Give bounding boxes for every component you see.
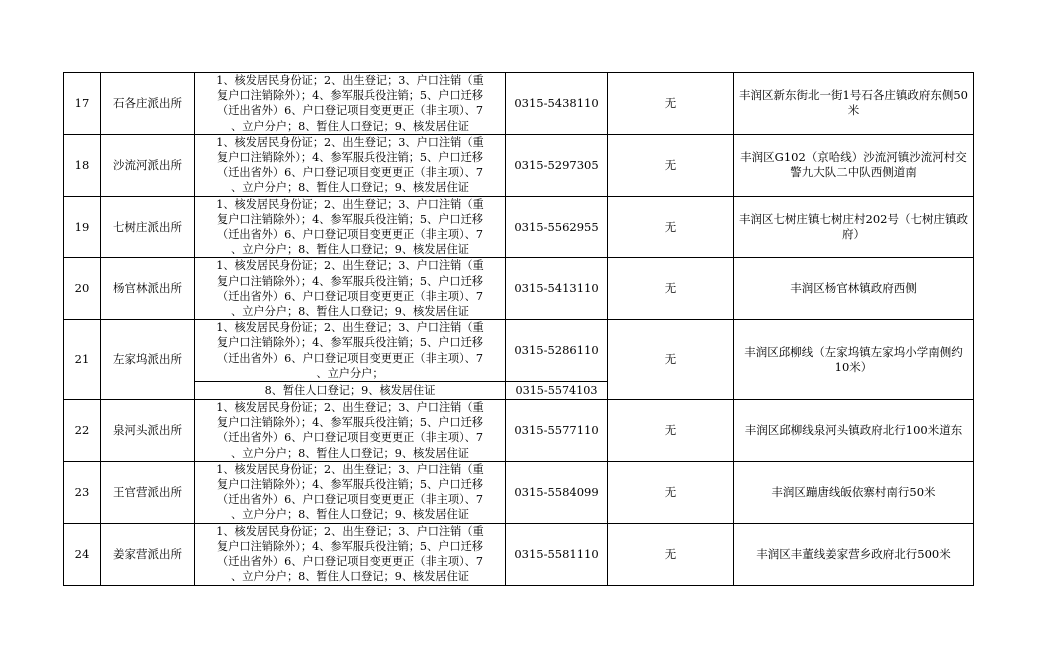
phone-number: 0315-5438110: [506, 73, 608, 135]
services-line: 复户口注销除外）；4、参军服兵役注销；5、户口迁移: [217, 478, 483, 492]
station-name: 石各庄派出所: [101, 73, 195, 135]
services-line: 复户口注销除外）；4、参军服兵役注销；5、户口迁移: [217, 212, 483, 226]
station-name: 王官营派出所: [101, 461, 195, 523]
services-cell: [195, 523, 506, 585]
services-line: 复户口注销除外）；4、参军服兵役注销；5、户口迁移: [217, 539, 483, 553]
address: 丰润区蹦唐线皈依寨村南行50米: [734, 461, 974, 523]
services-line: 1、核发居民身份证；2、出生登记；3、户口注销（重: [216, 74, 484, 87]
row-number: 24: [64, 523, 101, 585]
police-station-table: [63, 72, 974, 586]
address: 丰润区丰董线姜家营乡政府北行500米: [734, 523, 974, 585]
phone-number: 0315-5584099: [506, 461, 608, 523]
services-line: 1、核发居民身份证；2、出生登记；3、户口注销（重: [216, 135, 484, 149]
address: 丰润区新东街北一街1号石各庄镇政府东侧50米: [734, 73, 974, 135]
address: 丰润区杨官林镇政府西侧: [734, 258, 974, 320]
fee: 无: [608, 320, 734, 400]
services-line: （迁出省外）6、户口登记项目变更更正（非主项）、7: [217, 228, 483, 242]
row-number: 23: [64, 461, 101, 523]
services-line: 1、核发居民身份证；2、出生登记；3、户口注销（重: [216, 524, 484, 538]
services-line: 、立户分户；8、暂住人口登记；9、核发居住证: [231, 570, 469, 584]
services-line: （迁出省外）6、户口登记项目变更更正（非主项）、7: [217, 351, 483, 365]
station-name: 沙流河派出所: [101, 134, 195, 196]
table-row: [64, 196, 974, 258]
table-row: [64, 400, 974, 462]
row-number: 19: [64, 196, 101, 258]
services-line: 、立户分户；8、暂住人口登记；9、核发居住证: [231, 446, 469, 460]
services-line: 1、核发居民身份证；2、出生登记；3、户口注销（重: [216, 321, 484, 335]
phone-number: 0315-5297305: [506, 134, 608, 196]
services-line: 复户口注销除外）；4、参军服兵役注销；5、户口迁移: [217, 416, 483, 430]
row-number: 17: [64, 73, 101, 135]
table-row: [64, 320, 974, 382]
services-line: 、立户分户；: [316, 366, 384, 380]
row-number: 20: [64, 258, 101, 320]
services-cell: [195, 400, 506, 462]
services-line: 1、核发居民身份证；2、出生登记；3、户口注销（重: [216, 462, 484, 476]
services-line: （迁出省外）6、户口登记项目变更更正（非主项）、7: [217, 289, 483, 303]
services-line: 复户口注销除外）；4、参军服兵役注销；5、户口迁移: [217, 89, 483, 103]
services-line: 、立户分户；8、暂住人口登记；9、核发居住证: [231, 305, 469, 319]
phone-number: 0315-5581110: [506, 523, 608, 585]
phone-number-secondary: 0315-5574103: [506, 382, 608, 400]
fee: 无: [608, 258, 734, 320]
services-line: 1、核发居民身份证；2、出生登记；3、户口注销（重: [216, 197, 484, 211]
services-cell: [195, 134, 506, 196]
fee: 无: [608, 196, 734, 258]
phone-number: 0315-5413110: [506, 258, 608, 320]
services-line: （迁出省外）6、户口登记项目变更更正（非主项）、7: [217, 555, 483, 569]
table-row: [64, 258, 974, 320]
fee: 无: [608, 73, 734, 135]
phone-number: 0315-5577110: [506, 400, 608, 462]
phone-number: 0315-5286110: [506, 320, 608, 382]
services-line: 1、核发居民身份证；2、出生登记；3、户口注销（重: [216, 401, 484, 415]
table-row: [64, 523, 974, 585]
row-number: 18: [64, 134, 101, 196]
address: 丰润区七树庄镇七树庄村202号（七树庄镇政府）: [734, 196, 974, 258]
station-name: 泉河头派出所: [101, 400, 195, 462]
row-number: 21: [64, 320, 101, 400]
services-line: 复户口注销除外）；4、参军服兵役注销；5、户口迁移: [217, 274, 483, 288]
services-line: 复户口注销除外）；4、参军服兵役注销；5、户口迁移: [217, 336, 483, 350]
phone-number: 0315-5562955: [506, 196, 608, 258]
services-line: 、立户分户；8、暂住人口登记；9、核发居住证: [231, 243, 469, 257]
fee: 无: [608, 134, 734, 196]
services-cell: [195, 73, 506, 135]
table-row: [64, 134, 974, 196]
address: 丰润区G102（京哈线）沙流河镇沙流河村交警九大队二中队西侧道南: [734, 134, 974, 196]
table-row: [64, 73, 974, 135]
station-name: 杨官林派出所: [101, 258, 195, 320]
address: 丰润区邱柳线泉河头镇政府北行100米道东: [734, 400, 974, 462]
address: 丰润区邱柳线（左家坞镇左家坞小学南侧约10米）: [734, 320, 974, 400]
services-line: 1、核发居民身份证；2、出生登记；3、户口注销（重: [216, 259, 484, 273]
fee: 无: [608, 461, 734, 523]
table-row: [64, 461, 974, 523]
services-line: （迁出省外）6、户口登记项目变更更正（非主项）、7: [217, 431, 483, 445]
fee: 无: [608, 523, 734, 585]
services-line: （迁出省外）6、户口登记项目变更更正（非主项）、7: [217, 104, 483, 118]
services-cell: [195, 320, 506, 382]
services-line: （迁出省外）6、户口登记项目变更更正（非主项）、7: [217, 166, 483, 180]
station-name: 七树庄派出所: [101, 196, 195, 258]
station-name: 左家坞派出所: [101, 320, 195, 400]
services-cell: [195, 196, 506, 258]
station-name: 姜家营派出所: [101, 523, 195, 585]
row-number: 22: [64, 400, 101, 462]
services-line: 、立户分户；8、暂住人口登记；9、核发居住证: [231, 508, 469, 522]
services-line: 、立户分户；8、暂住人口登记；9、核发居住证: [231, 181, 469, 195]
fee: 无: [608, 400, 734, 462]
services-cell: [195, 461, 506, 523]
services-line: （迁出省外）6、户口登记项目变更更正（非主项）、7: [217, 493, 483, 507]
services-cell-continued: 8、暂住人口登记；9、核发居住证: [195, 382, 506, 400]
services-line: 、立户分户；8、暂住人口登记；9、核发居住证: [231, 119, 469, 133]
services-cell: [195, 258, 506, 320]
services-line: 复户口注销除外）；4、参军服兵役注销；5、户口迁移: [217, 151, 483, 165]
